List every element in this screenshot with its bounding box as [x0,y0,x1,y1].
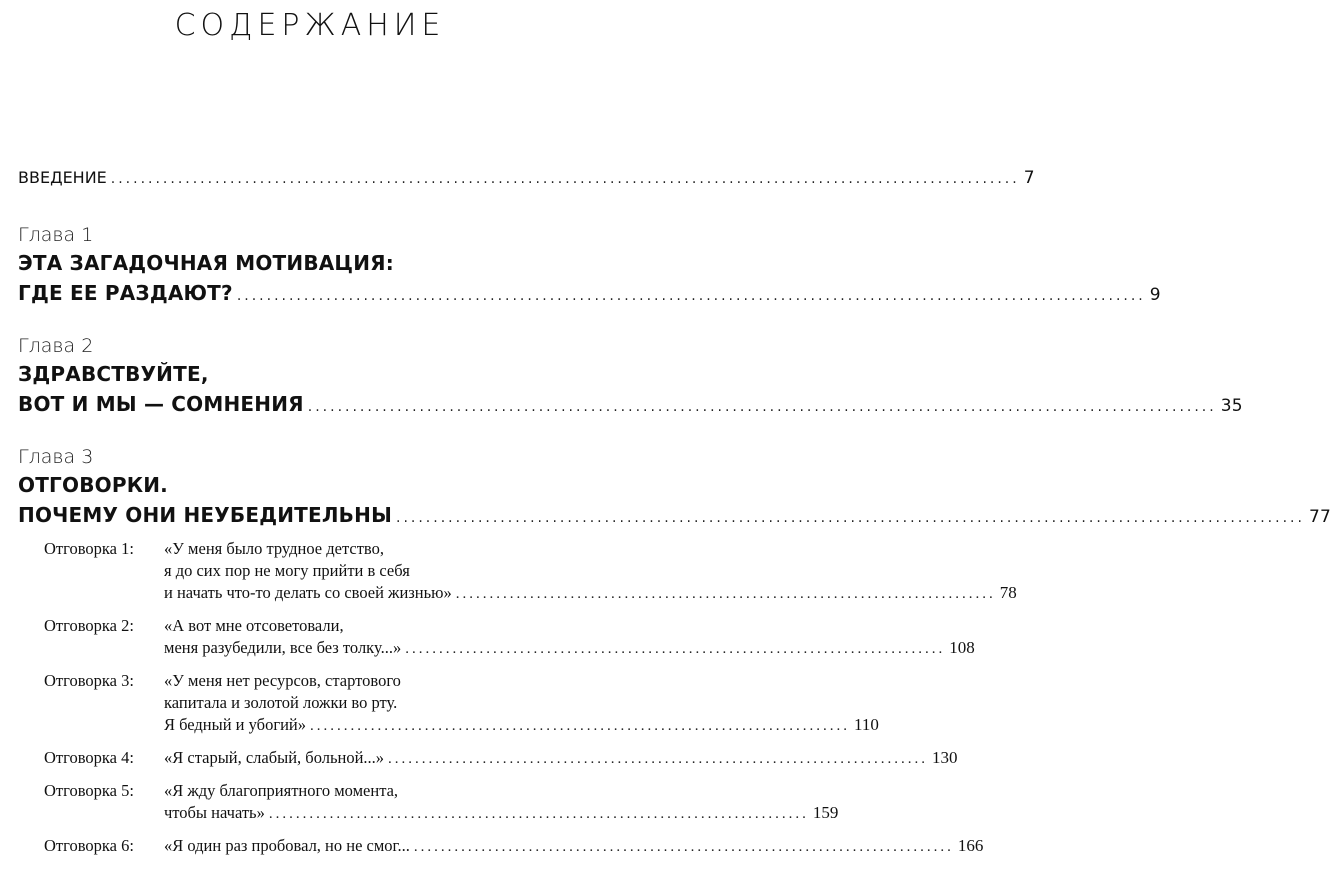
excuse-text-line: я до сих пор не могу прийти в себя [164,561,410,580]
excuse-text-line: «А вот мне отсоветовали, [164,616,344,635]
chapter-title-line: ГДЕ ЕЕ РАЗДАЮТ? [18,281,233,305]
leader-dots: ................................................................................ [310,718,850,734]
toc-entry-excuse-3[interactable] [44,670,879,737]
toc-entry-excuse-4[interactable] [44,747,958,770]
leader-dots: ................................................................................ [413,839,954,855]
excuses-list [44,538,1017,868]
excuse-text-line: «У меня нет ресурсов, стартового [164,671,401,690]
chapter-title-line: ЗДРАВСТВУЙТЕ, [18,362,209,386]
leader-dots: ................................................................................ [405,641,946,657]
excuse-text-line: капитала и золотой ложки во рту. [164,693,398,712]
excuse-text-line: чтобы начать» [164,803,265,822]
entry-page: 77 [1308,507,1331,527]
leader-dots: .......................................................................................................................... [110,171,1020,187]
excuse-text-line: «Я один раз пробовал, но не смог... [164,836,410,855]
toc-row [164,714,879,737]
excuse-text-line: «У меня было трудное детство, [164,539,384,558]
toc-entry-chapter-1[interactable] [18,222,1161,311]
leader-dots: .......................................................................................................................... [307,399,1217,415]
entry-page: 130 [932,748,958,767]
toc-entry-excuse-1[interactable] [44,538,1017,605]
toc-entry-excuse-5[interactable] [44,780,839,825]
chapter-title-line: ЭТА ЗАГАДОЧНАЯ МОТИВАЦИЯ: [18,251,394,275]
toc-row [164,747,958,770]
chapter-label: Глава 1 [18,224,94,246]
toc-row [164,637,975,660]
chapter-title-line: ОТГОВОРКИ. [18,473,168,497]
chapter-title-line: ПОЧЕМУ ОНИ НЕУБЕДИТЕЛЬНЫ [18,503,392,527]
entry-page: 159 [812,803,839,822]
toc-entry-excuse-2[interactable] [44,615,975,660]
excuse-text-line: «Я старый, слабый, больной...» [164,748,385,767]
toc-entry-introduction[interactable] [18,165,1035,192]
entry-page: 78 [999,583,1017,602]
leader-dots: ................................................................................ [455,586,996,602]
excuse-label: Отговорка 5: [44,781,134,800]
excuse-text-line: «Я жду благоприятного момента, [164,781,399,800]
toc-row [164,835,984,858]
toc-entry-excuse-6[interactable] [44,835,984,858]
entry-page: 35 [1220,396,1243,416]
toc-row [164,582,1017,605]
entry-page: 110 [854,715,879,734]
entry-title: ВВЕДЕНИЕ [18,168,107,187]
excuse-text-line: Я бедный и убогий» [164,715,306,734]
toc-row [18,278,1161,311]
leader-dots: .......................................................................................................................... [236,288,1146,304]
toc-row [18,165,1035,192]
leader-dots: ................................................................................ [268,806,809,822]
page-title: СОДЕРЖАНИЕ [174,8,446,43]
entry-page: 108 [949,638,975,657]
toc-entry-chapter-2[interactable] [18,333,1243,422]
toc-row [164,802,839,825]
leader-dots: ................................................................................ [388,751,929,767]
toc-row [18,389,1243,422]
excuse-label: Отговорка 1: [44,539,134,558]
entry-page: 7 [1023,168,1035,188]
excuse-label: Отговорка 6: [44,836,134,855]
chapter-label: Глава 2 [18,335,94,357]
entry-page: 166 [957,836,984,855]
excuse-text-line: меня разубедили, все без толку...» [164,638,402,657]
excuse-label: Отговорка 4: [44,748,134,767]
chapter-title-line: ВОТ И МЫ — СОМНЕНИЯ [18,392,304,416]
entry-page: 9 [1149,285,1161,305]
leader-dots: .......................................................................................................................... [396,510,1305,526]
toc-entry-chapter-3[interactable] [18,444,1331,533]
excuse-label: Отговорка 3: [44,671,134,690]
excuse-label: Отговорка 2: [44,616,134,635]
toc-row [18,500,1331,533]
chapter-label: Глава 3 [18,446,94,468]
excuse-text-line: и начать что-то делать со своей жизнью» [164,583,452,602]
